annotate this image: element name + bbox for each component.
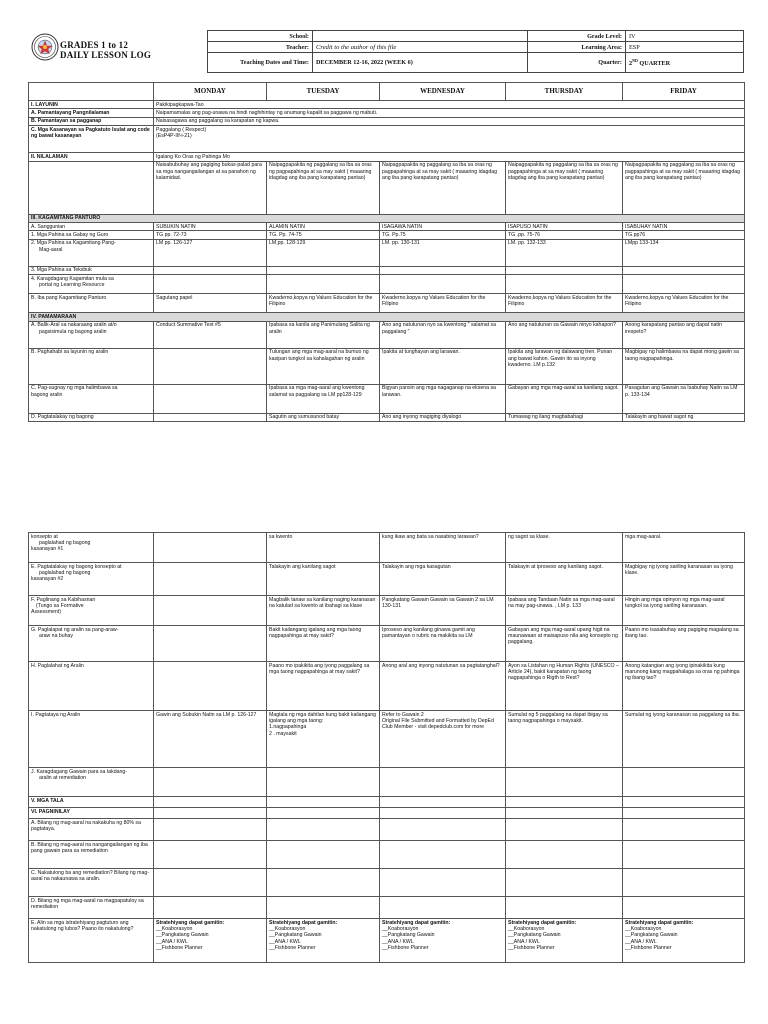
teacher-value: Credit to the author of this file bbox=[313, 42, 528, 53]
row-pagtatalakay-1: konsepto at paglalahad ng bagong kasanayan #1 sa kwento kung ikaw ang bata sa nasabing larawan? ng sagot sa klase. mga mag-aaral. bbox=[29, 533, 745, 563]
row-pagtatalakay-start: D. Pagtatalakay ng bagong Sagutin ang sumusunod batay Ano ang inyong magiging diyalogo Tumawag ng ilang magbabahagi Talakayin ang bawat sagot ng bbox=[29, 413, 745, 421]
strategy-cell-thursday: Stratehiyang dapat gamitin: __Koaborasyon __Pangkatang Gawain __ANA / KWL __Fishbone Planner bbox=[506, 919, 623, 963]
day-header-row bbox=[29, 83, 745, 101]
row-balik-aral: A. Balik-Aral sa nakaraang aralin at/o pagsisimula ng bagong aralin Conduct Summative Test #5 Ipabasa sa kanila ang Panimulang Salita ng aralin Ano ang natutunan nyo sa kwentong " salamat sa paggalang " Ano ang natutunan sa Gawain ninyo kahapon? Anong karapatang pantao ang dapat natin irespeto? bbox=[29, 321, 745, 348]
row-nilalaman: II. NILALAMAN Igalang Ko Oras ng Pahinga Mo bbox=[29, 153, 745, 161]
teaching-dates-label: Teaching Dates and Time: bbox=[208, 53, 313, 73]
row-karagdagang-kagamitan: 4. Karagdagang Kagamitan mula sa portal ng Learning Resource bbox=[29, 275, 745, 294]
row-paglinang: F. Paglinang sa Kabihasnan (Tungo sa Formative Assessment) Magbalik tanaw sa kanilang naging karanasan na katulad sa kwento at ibahagi sa klase Pangkatang Gawain Gawain sa Gawain 2 sa LM 130-131 Ipabasa ang Tandaan Natin sa mga mag-aaral na may pag-unawa. , LM p. 133 Hingin ang mga opinyon ng mga mag-aaral tungkol sa iyong sariling karanasan. bbox=[29, 596, 745, 626]
learning-area-value: ESP bbox=[626, 42, 744, 53]
row-nakatulong-remediation: C. Nakatulong ba ang remediation? Bilang ng mag-aaral na nakaunawa sa aralin. bbox=[29, 869, 745, 897]
row-layunin: I. LAYUNIN Pakikipagkapwa-Tao bbox=[29, 101, 745, 109]
row-kagamitang-mag-aaral: 2. Mga Pahina sa Kagamitang Pang- Mag-aaral LM pp. 126-127 LM,pp. 128-129 LM. pp. 130-131 LM. pp. 132-133 LMpp 133-134 bbox=[29, 239, 745, 266]
row-gabay-guro: 1. Mga Pahina sa Gabay ng Guro TG pp. 72-73 TG. Pp. 74-75 TG. Pp.75 TG .pp. 75-76 TG pp76 bbox=[29, 231, 745, 239]
row-nilalaman-details: Naisabubuhay ang pagiging bukas-palad para sa mga nangangailangan at sa panahon ng kalamidad. Naipagpapakita ng paggalang sa iba sa oras ng pagpapahinga at sa may sakit ( maaaring idagdag ang iba pang karapatang pantao) Naipagpapakita ng paggalang sa iba sa oras ng pagpapahinga at sa may sakit ( maaaring idagdag ang iba pang karapatang pantao) Naipagpapakita ng paggalang sa iba sa oras ng pagpapahinga at sa may sakit ( maaaring idagdag ang iba pang karapatang pantao) Naipagpapakita ng paggalang sa iba sa oras ng pagpapahinga at sa may sakit ( maaaring idagdag ang iba pang karapatang pantao) bbox=[29, 161, 745, 214]
row-teksbuk: 3. Mga Pahina sa Teksbuk bbox=[29, 266, 745, 274]
row-istratehiya: E. Alin sa mga istratehiyang pagtuturo ang nakatulong ng lubos? Paano ito nakatulong? Stratehiyang dapat gamitin: __Koaborasyon __Pangkatang Gawain __ANA / KWL __Fishbone Planner Stratehiyang dapat gamitin: __Koaborasyon __Pangkatang Gawain __ANA / KWL __Fishbone Planner Stratehiyang dapat gamitin: __Koaborasyon __Pangkatang Gawain __ANA / KWL __Fishbone Planner Stratehiyang dapat gamitin: __Koaborasyon __Pangkatang Gawain __ANA / KWL __Fishbone Planner Stratehiyang dapat gamitin: __Koaborasyon __Pangkatang Gawain __ANA / KWL __Fishbone Planner bbox=[29, 919, 745, 963]
school-value bbox=[313, 31, 528, 42]
day-tuesday: TUESDAY bbox=[267, 83, 380, 101]
row-sanggunian: A. Sanggunian SUBUKIN NATIN ALAMIN NATIN ISAGAWA NATIN ISAPUSO NATIN ISABUHAY NATIN bbox=[29, 223, 745, 231]
row-pamamaraan: IV. PAMAMARAAN bbox=[29, 313, 745, 321]
row-pagtataya: I. Pagtataya ng Aralin Gawin ang Subukin Natin sa LM p. 126-127 Magtala ng mga dahilan kung bakit kailangang igalang ang mga taong: 1.nagpapahinga 2 . maysakit Refer to Gawain 2 Original File Submitted and Formatted by DepEd Club Member - visit depedclub.com for more Sumulat ng 5 paggalang na dapat ibigay sa taong nagpapahinga o maysakit. Sumulat ng iyong karanasan sa paggalang sa iba. bbox=[29, 711, 745, 768]
grade-level-label: Grade Level: bbox=[528, 31, 626, 42]
strategy-cell-monday: Stratehiyang dapat gamitin: __Koaborasyon __Pangkatang Gawain __ANA / KWL __Fishbone Planner bbox=[154, 919, 267, 963]
teacher-label: Teacher: bbox=[208, 42, 313, 53]
quarter-label: Quarter: bbox=[528, 53, 626, 73]
row-bilang-80: A. Bilang ng mag-aaral na nakakuha ng 80% sa pagtataya. bbox=[29, 819, 745, 841]
deped-seal-icon bbox=[31, 33, 59, 61]
row-bilang-remediation: B. Bilang ng mag-aaral na nangangailangan ng iba pang gawain para sa remediation bbox=[29, 841, 745, 869]
row-pag-uugnay: C. Pag-uugnay ng mga halimbawa sa bagong aralin Ipabasa sa mga mag-aaral ang kwentong salamat sa paggalang sa LM pp128-129 Bigyan pansin ang mga nagaganap na eksena sa larawan. Gabayan ang mga mag-aaral sa kanilang sagot. Pasagutan ang Gawain sa Isabuhay Natin sa LM p. 133-134 bbox=[29, 384, 745, 413]
learning-area-label: Learning Area: bbox=[528, 42, 626, 53]
grade-level-value: IV bbox=[626, 31, 744, 42]
lesson-table-part-2 bbox=[28, 532, 745, 963]
school-label: School: bbox=[208, 31, 313, 42]
row-paglalapat: G. Paglalapat ng aralin sa pang-araw- araw na buhay Bakit kailangang igalang ang mga taong nagpapahinga at may sakit? Iproseso ang kanilang ginawa gamit ang pamantayan o rubric na makikita sa LM Gabayan ang mga mag-aaral upang higit na maunawaan at maisapuso nila ang konsepto ng paggalang. Paano mo isasabuhay ang pagiging magalang sa ibang tao. bbox=[29, 626, 745, 662]
strategy-cell-friday: Stratehiyang dapat gamitin: __Koaborasyon __Pangkatang Gawain __ANA / KWL __Fishbone Planner bbox=[623, 919, 745, 963]
row-iba-pang-kagamitan: B. Iba pang Kagamitang Panturo Sagutang papel Kwaderno,kopya ng Values Education for the Filipino Kwaderno,kopya ng Values Education for the Filipino Kwaderno,kopya ng Values Education for the Filipino Kwaderno,kopya ng Values Education for the Filipino bbox=[29, 294, 745, 313]
row-kagamitang-panturo: III. KAGAMITANG PANTURO bbox=[29, 214, 745, 222]
lesson-table-part-1 bbox=[28, 82, 745, 422]
row-pagtatalakay-2: E. Pagtatalakay ng bagong konsepto at paglalahad ng bagong kasanayan #2 Talakayin ang kanilang sagot Talakayin ang mga kasagutan Talakayin at iproseso ang kanilang sagot. Magbigay ng iyong sariling karanasan sa iyong klase. bbox=[29, 563, 745, 596]
strategy-cell-tuesday: Stratehiyang dapat gamitin: __Koaborasyon __Pangkatang Gawain __ANA / KWL __Fishbone Planner bbox=[267, 919, 380, 963]
row-paghahabi: B. Paghahabi sa layunin ng aralin Tulungan ang mga mag-aaral na bumuo ng kasipan tungkol sa kahalagahan ng aralin Ipakita at tunghayan ang larawan. Ipakita ang larawan ng dalawang tren. Punan ang bawat kahon. Gawin ito sa inyong kwaderno. LM p.132 Magbigay ng halimbawa na dapat mong gawin sa taong nagpapahinga. bbox=[29, 348, 745, 384]
teaching-dates-value: DECEMBER 12-16, 2022 (WEEK 6) bbox=[313, 53, 528, 73]
row-kasanayan: C. Mga Kasanayan sa Pagkatuto Isulat ang code ng bawat kasanayan Paggalang ( Respect) (EsP4P-IIf-i-21) bbox=[29, 126, 745, 153]
strategy-cell-wednesday: Stratehiyang dapat gamitin: __Koaborasyon __Pangkatang Gawain __ANA / KWL __Fishbone Planner bbox=[380, 919, 506, 963]
document-title: GRADES 1 to 12 DAILY LESSON LOG bbox=[60, 40, 152, 60]
day-friday: FRIDAY bbox=[623, 83, 745, 101]
row-karagdagang-gawain: J. Karagdagang Gawain para sa takdang- aralin at remediation bbox=[29, 768, 745, 797]
day-wednesday: WEDNESDAY bbox=[380, 83, 506, 101]
row-pagninilay: VI. PAGNINILAY bbox=[29, 808, 745, 819]
row-mga-tala: V. MGA TALA bbox=[29, 797, 745, 808]
row-magpapatuloy-remediation: D. Bilang ng mga mag-aaral na magpapatuloy sa remediation bbox=[29, 897, 745, 919]
day-monday: MONDAY bbox=[154, 83, 267, 101]
quarter-value: 2ND QUARTER bbox=[626, 53, 744, 73]
row-pamantayang-pangnilalaman: A. Pamantayang Pangnilalaman Naipamamalas ang pag-unawa na hindi naghihintay ng anumang kapalit sa paggawa ng mabuti. bbox=[29, 109, 745, 117]
row-paglalahat: H. Paglalahat ng Aralin Paano mo ipakikita ang iyong paggalang sa mga taong nagpapahinga at may sakit? Anong aral ang inyong natutunan sa pagtatanghal? Ayon sa Listahan ng Human Rights (UNESCO – Article 24), bakit karapatan ng taong nagpapahinga o Rigth to Rest? Anong katangian ang iyong ipinakikita kung marunong kang magpahalaga sa oras ng pahinga ng ibang tao? bbox=[29, 662, 745, 711]
day-thursday: THURSDAY bbox=[506, 83, 623, 101]
header-info-table bbox=[207, 30, 744, 73]
row-pamantayan-pagganap: B. Pamantayan sa pagganap Naisasagawa ang paggalang sa karapatan ng kapwa. bbox=[29, 117, 745, 125]
